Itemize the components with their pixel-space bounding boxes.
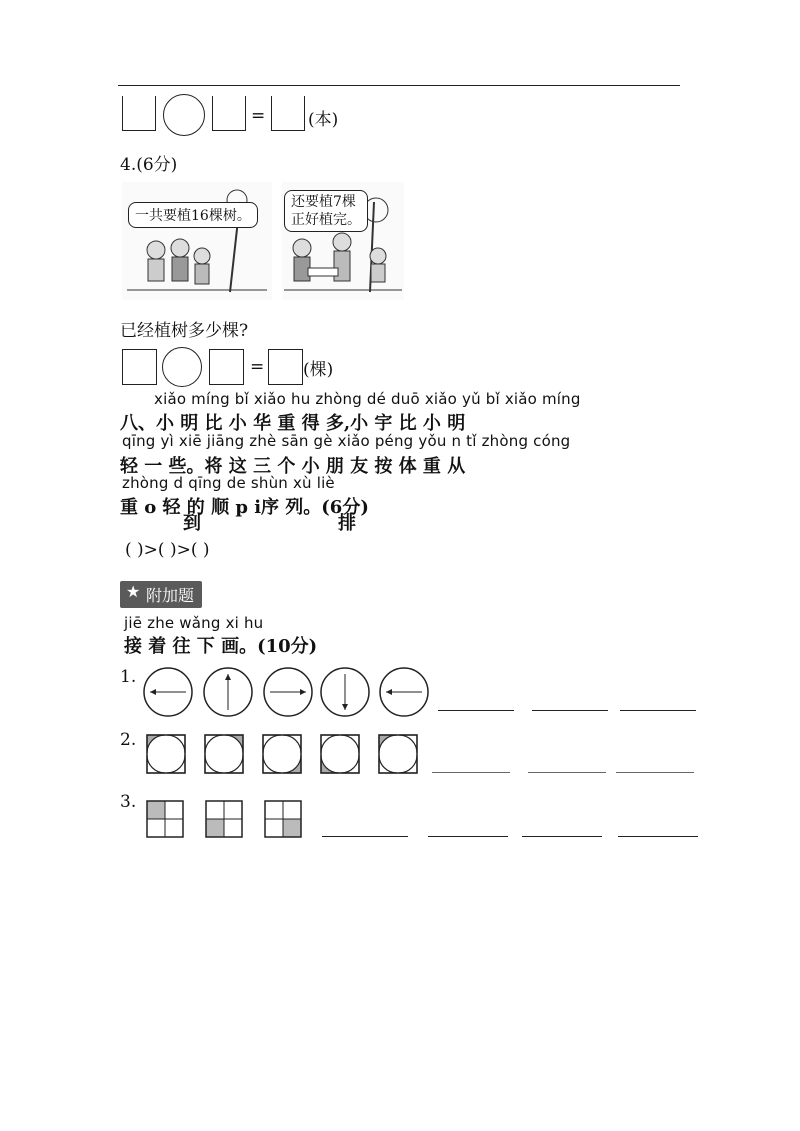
quarter-circle [263, 755, 281, 773]
grid-square-icon [206, 801, 242, 837]
bonus-badge-label: 附加题 [146, 586, 195, 605]
arrow-right-icon [264, 668, 312, 716]
drawing-blank[interactable] [522, 836, 602, 837]
quarter-circle [399, 735, 417, 753]
question-number: 4.(6分) [120, 155, 178, 175]
quarter-circle [225, 755, 243, 773]
quarter-circle [283, 735, 301, 753]
question-text: 已经植树多少棵? [120, 321, 249, 341]
question-text: 轻 一 些。将 这 三 个 小 朋 友 按 体 重 从 [120, 456, 466, 477]
pinyin-line: zhòng d qīng de shùn xù liè [122, 474, 335, 492]
grid-squares-row [146, 800, 306, 840]
quarter-circle [225, 735, 243, 753]
quarter-circle-square-icon [379, 735, 417, 773]
children-planting-icon [122, 182, 272, 300]
quarter-circle [379, 735, 397, 753]
unit-label: (本) [308, 110, 339, 130]
quarter-circle [167, 735, 185, 753]
bubble-line: 还要植7棵 [291, 194, 356, 210]
question-text: 重 o 轻 的 顺 p i序 列。(6分) [120, 497, 369, 518]
drawing-blank[interactable] [618, 836, 698, 837]
header-rule [118, 85, 680, 86]
grid-square-icon [265, 801, 301, 837]
answer-box[interactable] [122, 96, 156, 131]
operator-circle[interactable] [162, 347, 202, 387]
equals-sign: = [251, 106, 266, 126]
grid-square-icon [147, 801, 183, 837]
drawing-blank[interactable] [432, 772, 510, 773]
drawing-blank[interactable] [528, 772, 606, 773]
quarter-circle-square-icon [321, 735, 359, 773]
quarter-circle-square-icon [263, 735, 301, 773]
question-text: 排 [338, 513, 356, 534]
bubble-line: 正好植完。 [291, 212, 361, 228]
quarter-circle [167, 755, 185, 773]
quarter-circle-square-icon [205, 735, 243, 773]
quarter-circle [147, 735, 165, 753]
question-text: 到 [183, 513, 201, 534]
pinyin-line: jiē zhe wǎng xi hu [124, 614, 264, 632]
speech-bubble-total: 一共要植16棵树。 [128, 202, 258, 228]
arrow-circles-row [140, 664, 440, 720]
unit-label: (棵) [303, 360, 334, 380]
quarter-circle-square-icon [147, 735, 185, 773]
answer-box[interactable] [209, 349, 244, 385]
operator-circle[interactable] [163, 94, 205, 136]
quarter-circle [321, 755, 339, 773]
drawing-blank[interactable] [322, 836, 408, 837]
arrow-up-icon [204, 668, 252, 716]
quarter-circle [263, 735, 281, 753]
drawing-blank[interactable] [438, 710, 514, 711]
result-box[interactable] [268, 349, 303, 385]
shaded-cell [206, 819, 224, 837]
result-box[interactable] [271, 96, 305, 131]
quarter-circle [205, 755, 223, 773]
drawing-blank[interactable] [428, 836, 508, 837]
quarter-circle-squares-row [146, 734, 426, 776]
drawing-blank[interactable] [532, 710, 608, 711]
quarter-circle [147, 755, 165, 773]
drawing-blank[interactable] [616, 772, 694, 773]
star-icon: ★ [126, 582, 141, 601]
arrow-left-icon [380, 668, 428, 716]
quarter-circle [283, 755, 301, 773]
row-label: 3. [120, 792, 137, 812]
bonus-badge [120, 581, 202, 608]
drawing-blank[interactable] [620, 710, 696, 711]
quarter-circle [341, 755, 359, 773]
shaded-cell [147, 801, 165, 819]
quarter-circle [205, 735, 223, 753]
quarter-circle [399, 755, 417, 773]
question-text: 八、小 明 比 小 华 重 得 多,小 宇 比 小 明 [120, 413, 466, 434]
arrow-down-icon [321, 668, 369, 716]
ordering-answer[interactable]: ( )>( )>( ) [125, 540, 210, 560]
arrow-left-icon [144, 668, 192, 716]
quarter-circle [379, 755, 397, 773]
equals-sign: = [250, 357, 265, 377]
pinyin-line: xiǎo míng bǐ xiǎo hu zhòng dé duō xiǎo yǔ bǐ xiǎo míng [154, 390, 581, 408]
answer-box[interactable] [122, 349, 157, 385]
shaded-cell [283, 819, 301, 837]
row-label: 1. [120, 667, 137, 687]
instruction-text: 接 着 往 下 画。(10分) [124, 636, 318, 657]
row-label: 2. [120, 730, 137, 750]
illustration-panel-1 [122, 182, 272, 300]
answer-box[interactable] [212, 96, 246, 131]
quarter-circle [341, 735, 359, 753]
pinyin-line: qīng yì xiē jiāng zhè sān gè xiǎo péng yǒu n tǐ zhòng cóng [122, 432, 571, 450]
quarter-circle [321, 735, 339, 753]
speech-bubble-remaining [284, 190, 368, 232]
